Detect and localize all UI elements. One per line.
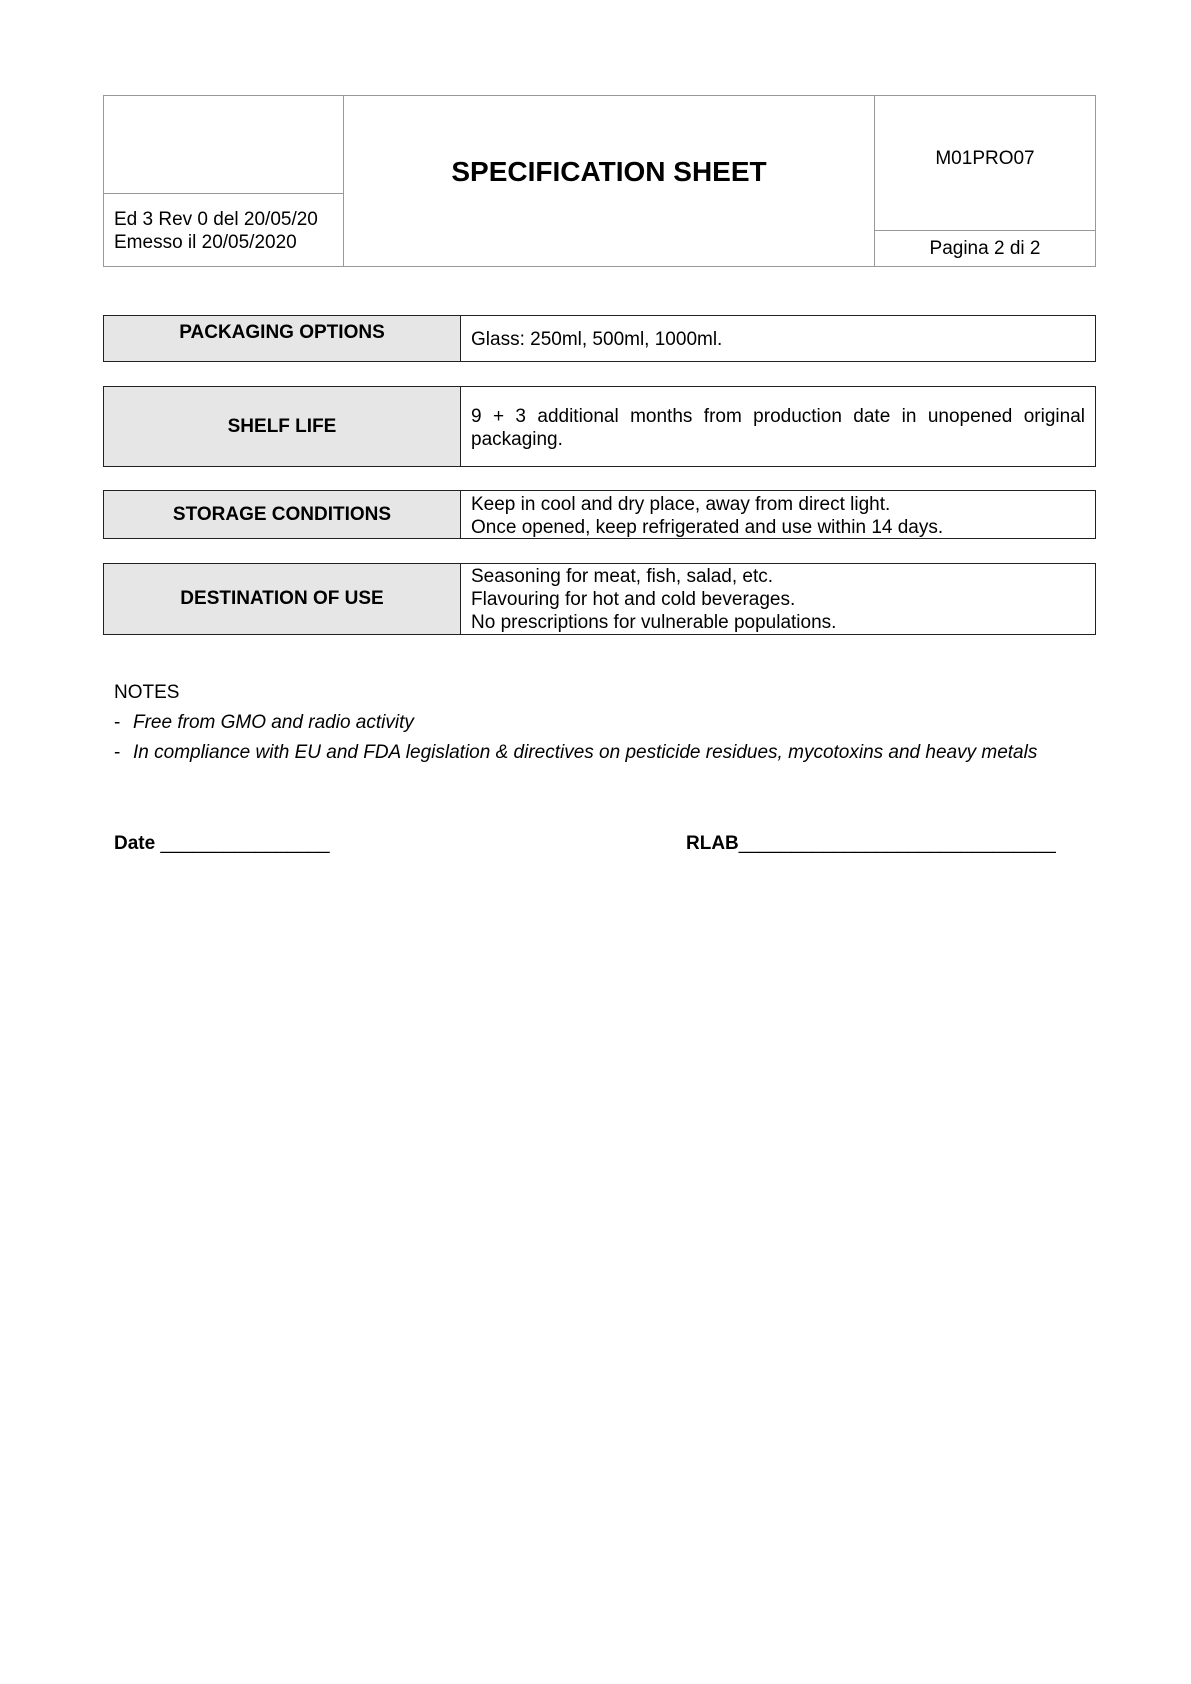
- spec-value: Glass: 250ml, 500ml, 1000ml.: [471, 329, 723, 350]
- spec-value-line: Once opened, keep refrigerated and use within 14 days.: [471, 517, 944, 538]
- spec-row-packaging: [103, 315, 1096, 362]
- spec-label: DESTINATION OF USE: [104, 564, 461, 634]
- spec-label: SHELF LIFE: [104, 387, 461, 466]
- spec-value-line: No prescriptions for vulnerable populations.: [471, 612, 837, 633]
- spec-value: 9 + 3 additional months from production date in unopened original packaging.: [471, 406, 1085, 450]
- header-left-cell: [104, 96, 344, 266]
- spec-value: [461, 491, 1095, 538]
- note-bullet: -: [114, 712, 121, 733]
- logo-area: [104, 96, 343, 194]
- rlab-label: RLAB: [686, 833, 739, 854]
- page-title: SPECIFICATION SHEET: [451, 156, 767, 187]
- date-line: ________________: [160, 833, 330, 854]
- date-signature: [114, 833, 330, 855]
- document-header: [103, 95, 1096, 267]
- spec-label: PACKAGING OPTIONS: [104, 316, 461, 361]
- spec-value: [461, 564, 1095, 634]
- notes-heading: NOTES: [114, 682, 180, 703]
- notes-section: [114, 681, 1086, 771]
- note-item: [114, 711, 1086, 734]
- note-text: In compliance with EU and FDA legislation & directives on pesticide residues, mycotoxins and heavy metals: [133, 742, 1038, 763]
- spec-value-line: Flavouring for hot and cold beverages.: [471, 589, 796, 610]
- spec-label: STORAGE CONDITIONS: [104, 491, 461, 538]
- spec-value-line: Keep in cool and dry place, away from direct light.: [471, 494, 891, 515]
- spec-row-destination: [103, 563, 1096, 635]
- document-code: M01PRO07: [935, 148, 1035, 169]
- date-label: Date: [114, 833, 156, 854]
- edition-info: [114, 208, 318, 254]
- spec-value-line: Seasoning for meat, fish, salad, etc.: [471, 566, 774, 587]
- header-right-cell: [875, 96, 1095, 266]
- note-item: [114, 741, 1086, 764]
- note-text: Free from GMO and radio activity: [133, 712, 414, 733]
- header-title-cell: [344, 96, 875, 266]
- note-bullet: -: [114, 742, 121, 763]
- rlab-signature: [686, 833, 1056, 855]
- page-number: Pagina 2 di 2: [875, 230, 1095, 266]
- edition-line: Ed 3 Rev 0 del 20/05/20: [114, 209, 318, 230]
- spec-row-shelf-life: [103, 386, 1096, 467]
- spec-row-storage: [103, 490, 1096, 539]
- rlab-line: ______________________________: [738, 833, 1056, 854]
- issued-line: Emesso il 20/05/2020: [114, 232, 297, 253]
